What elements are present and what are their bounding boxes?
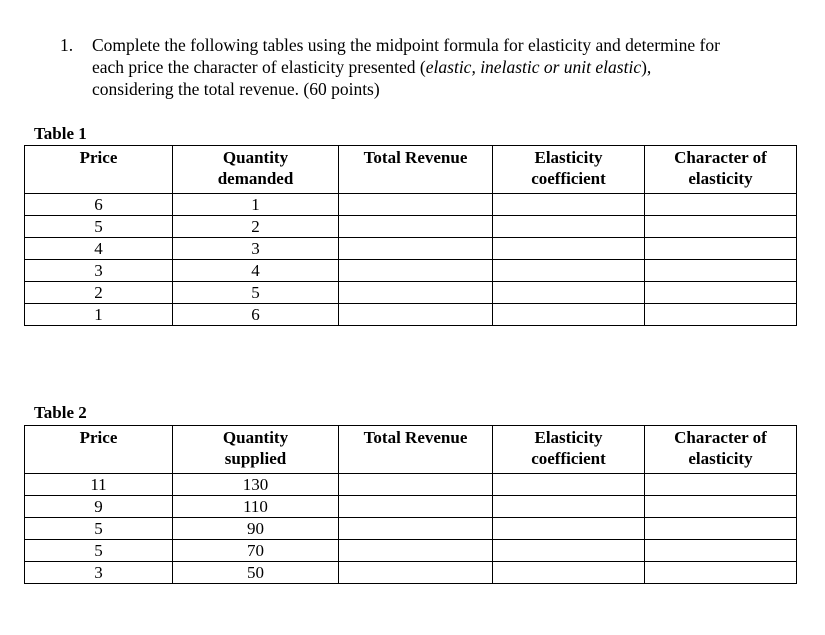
question-line-2-italic: elastic, inelastic or unit elastic bbox=[425, 57, 642, 77]
question-line-3: considering the total revenue. (60 points) bbox=[92, 79, 380, 99]
quantity-cell: 110 bbox=[173, 496, 339, 518]
elasticity-cell[interactable] bbox=[493, 518, 645, 540]
elasticity-cell[interactable] bbox=[493, 260, 645, 282]
elasticity-cell[interactable] bbox=[493, 216, 645, 238]
total-revenue-cell[interactable] bbox=[339, 562, 493, 584]
price-cell: 6 bbox=[25, 194, 173, 216]
question-line-2 bbox=[92, 56, 800, 78]
price-cell: 3 bbox=[25, 260, 173, 282]
total-revenue-cell[interactable] bbox=[339, 216, 493, 238]
price-cell: 5 bbox=[25, 540, 173, 562]
elasticity-cell[interactable] bbox=[493, 282, 645, 304]
table-1-row bbox=[25, 216, 797, 238]
table-1-row bbox=[25, 304, 797, 326]
character-cell[interactable] bbox=[645, 540, 797, 562]
question-number: 1. bbox=[60, 35, 74, 55]
question-text bbox=[60, 34, 800, 100]
price-cell: 9 bbox=[25, 496, 173, 518]
quantity-cell: 4 bbox=[173, 260, 339, 282]
table-1 bbox=[24, 145, 797, 326]
table-1-row bbox=[25, 238, 797, 260]
character-cell[interactable] bbox=[645, 474, 797, 496]
character-cell[interactable] bbox=[645, 562, 797, 584]
price-cell: 3 bbox=[25, 562, 173, 584]
total-revenue-cell[interactable] bbox=[339, 518, 493, 540]
table-1-row bbox=[25, 194, 797, 216]
question-line-1: Complete the following tables using the midpoint formula for elasticity and determine for bbox=[92, 35, 720, 55]
quantity-cell: 90 bbox=[173, 518, 339, 540]
price-cell: 11 bbox=[25, 474, 173, 496]
table-1-header-total-revenue: Total Revenue bbox=[339, 146, 493, 194]
question-body bbox=[92, 34, 800, 100]
table-1-row bbox=[25, 260, 797, 282]
quantity-cell: 5 bbox=[173, 282, 339, 304]
total-revenue-cell[interactable] bbox=[339, 260, 493, 282]
table-1-header-price: Price bbox=[25, 146, 173, 194]
question-line-2-pre: each price the character of elasticity presented ( bbox=[92, 57, 426, 77]
table-1-label: Table 1 bbox=[34, 124, 87, 143]
table-2-label: Table 2 bbox=[34, 403, 87, 422]
table-1-header-quantity: Quantity demanded bbox=[173, 146, 339, 194]
elasticity-cell[interactable] bbox=[493, 304, 645, 326]
quantity-cell: 1 bbox=[173, 194, 339, 216]
total-revenue-cell[interactable] bbox=[339, 474, 493, 496]
character-cell[interactable] bbox=[645, 260, 797, 282]
quantity-cell: 3 bbox=[173, 238, 339, 260]
price-cell: 2 bbox=[25, 282, 173, 304]
character-cell[interactable] bbox=[645, 518, 797, 540]
table-2-header-price: Price bbox=[25, 426, 173, 474]
table-2-header-elasticity: Elasticity coefficient bbox=[493, 426, 645, 474]
character-cell[interactable] bbox=[645, 304, 797, 326]
table-1-header-row bbox=[25, 146, 797, 194]
quantity-cell: 130 bbox=[173, 474, 339, 496]
elasticity-cell[interactable] bbox=[493, 238, 645, 260]
table-1-row bbox=[25, 282, 797, 304]
character-cell[interactable] bbox=[645, 238, 797, 260]
table-2-header-total-revenue: Total Revenue bbox=[339, 426, 493, 474]
elasticity-cell[interactable] bbox=[493, 496, 645, 518]
total-revenue-cell[interactable] bbox=[339, 304, 493, 326]
table-2-row bbox=[25, 474, 797, 496]
elasticity-cell[interactable] bbox=[493, 194, 645, 216]
quantity-cell: 2 bbox=[173, 216, 339, 238]
price-cell: 5 bbox=[25, 216, 173, 238]
total-revenue-cell[interactable] bbox=[339, 282, 493, 304]
quantity-cell: 70 bbox=[173, 540, 339, 562]
table-1-header-elasticity: Elasticity coefficient bbox=[493, 146, 645, 194]
price-cell: 1 bbox=[25, 304, 173, 326]
elasticity-cell[interactable] bbox=[493, 540, 645, 562]
table-2-row bbox=[25, 496, 797, 518]
table-2 bbox=[24, 425, 797, 584]
elasticity-cell[interactable] bbox=[493, 562, 645, 584]
table-2-header-character: Character of elasticity bbox=[645, 426, 797, 474]
total-revenue-cell[interactable] bbox=[339, 496, 493, 518]
table-2-header-row bbox=[25, 426, 797, 474]
price-cell: 5 bbox=[25, 518, 173, 540]
character-cell[interactable] bbox=[645, 496, 797, 518]
total-revenue-cell[interactable] bbox=[339, 540, 493, 562]
price-cell: 4 bbox=[25, 238, 173, 260]
question-line-2-post: ), bbox=[641, 57, 652, 77]
elasticity-cell[interactable] bbox=[493, 474, 645, 496]
quantity-cell: 6 bbox=[173, 304, 339, 326]
table-2-row bbox=[25, 540, 797, 562]
character-cell[interactable] bbox=[645, 216, 797, 238]
table-2-row bbox=[25, 562, 797, 584]
total-revenue-cell[interactable] bbox=[339, 238, 493, 260]
character-cell[interactable] bbox=[645, 282, 797, 304]
character-cell[interactable] bbox=[645, 194, 797, 216]
table-2-row bbox=[25, 518, 797, 540]
table-2-header-quantity: Quantity supplied bbox=[173, 426, 339, 474]
table-1-header-character: Character of elasticity bbox=[645, 146, 797, 194]
total-revenue-cell[interactable] bbox=[339, 194, 493, 216]
quantity-cell: 50 bbox=[173, 562, 339, 584]
